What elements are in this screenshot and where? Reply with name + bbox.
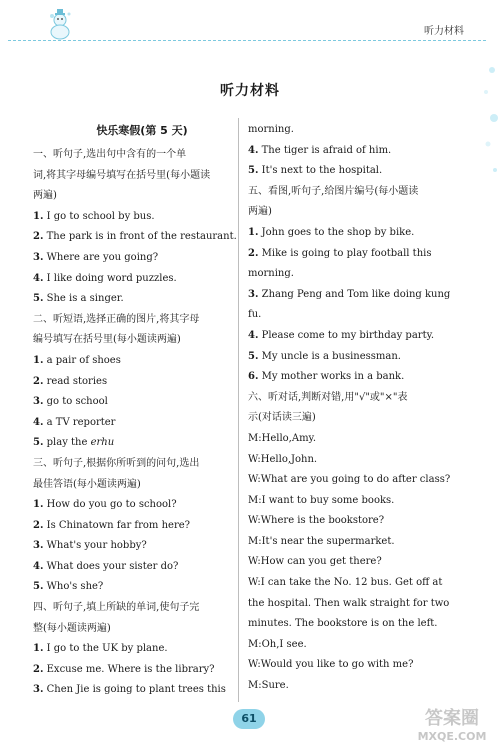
list-item: 5. Who's she?	[33, 581, 104, 593]
dialog-line-continued: minutes. The bookstore is on the left.	[248, 618, 438, 630]
list-item: 3. Zhang Peng and Tom like doing kung	[248, 288, 451, 300]
list-item: 1. How do you go to school?	[33, 499, 177, 511]
page-title: 听力材料	[220, 83, 280, 99]
snowman-icon	[42, 8, 78, 40]
list-item: 2. Is Chinatown far from here?	[33, 519, 191, 531]
list-item: 2. read stories	[33, 375, 108, 387]
list-item: 5. play the erhu	[33, 437, 115, 449]
dialog-line: W:What are you going to do after class?	[248, 474, 451, 486]
section-5-heading: 五、看图,听句子,给图片编号(每小题读 两遍)	[248, 185, 419, 218]
dialog-line: W:How can you get there?	[248, 556, 382, 568]
day-title: 快乐寒假(第 5 天)	[96, 124, 188, 137]
page-number: 61	[233, 709, 265, 729]
dialog-line: M:It's near the supermarket.	[248, 535, 395, 547]
dialog-line: M:Hello,Amy.	[248, 432, 317, 444]
section-4-heading: 四、听句子,填上所缺的单词,使句子完 整(每小题读两遍)	[33, 602, 200, 634]
watermark-url: MXQE.COM	[417, 730, 487, 743]
section-1-heading: 一、听句子,选出句中含有的一个单 词,将其字母编号填写在括号里(每小题读 两遍)	[33, 149, 211, 202]
left-column	[33, 120, 251, 701]
list-item: 3. What's your hobby?	[33, 540, 147, 552]
list-item: 4. What does your sister do?	[33, 560, 179, 572]
section-6-heading: 六、听对话,判断对错,用"√"或"×"表 示(对话读三遍)	[248, 391, 408, 424]
list-item-continued: fu.	[248, 309, 262, 321]
list-item: 2. The park is in front of the restaurant.	[33, 231, 237, 243]
dialog-line: M:Oh,I see.	[248, 638, 307, 650]
continued-text: morning.	[248, 124, 294, 135]
dialog-line: M:Sure.	[248, 680, 289, 692]
list-item: 2. Mike is going to play football this	[248, 247, 432, 259]
header-label: 听力材料	[424, 26, 464, 37]
list-item: 3. Chen Jie is going to plant trees this	[33, 684, 226, 696]
list-item: 2. Excuse me. Where is the library?	[33, 663, 215, 675]
right-column	[248, 120, 460, 697]
watermark-logo	[408, 702, 496, 746]
list-item: 4. Please come to my birthday party.	[248, 329, 435, 341]
dialog-line-continued: the hospital. Then walk straight for two	[248, 597, 450, 609]
list-item: 6. My mother works in a bank.	[248, 371, 405, 383]
dialog-line: M:I want to buy some books.	[248, 494, 395, 506]
dialog-line: W:I can take the No. 12 bus. Get off at	[248, 577, 443, 589]
list-item: 1. John goes to the shop by bike.	[248, 226, 415, 238]
list-item: 4. The tiger is afraid of him.	[248, 144, 392, 156]
decorative-dots	[478, 40, 500, 200]
list-item: 4. I like doing word puzzles.	[33, 272, 177, 284]
section-2-heading: 二、听短语,选择正确的图片,将其字母 编号填写在括号里(每小题读两遍)	[33, 313, 200, 346]
dialog-line: W:Hello,John.	[248, 453, 318, 465]
list-item: 1. a pair of shoes	[33, 354, 121, 366]
list-item: 4. a TV reporter	[33, 416, 116, 428]
list-item: 5. It's next to the hospital.	[248, 165, 383, 177]
list-item-continued: morning.	[248, 268, 294, 280]
list-item: 1. I go to the UK by plane.	[33, 643, 168, 655]
section-3-heading: 三、听句子,根据你所听到的问句,选出 最佳答语(每小题读两遍)	[33, 457, 200, 490]
list-item: 3. go to school	[33, 396, 108, 408]
dialog-line: W:Where is the bookstore?	[248, 515, 385, 527]
list-item: 5. She is a singer.	[33, 293, 124, 305]
list-item: 5. My uncle is a businessman.	[248, 350, 401, 362]
watermark-text: 答案圈	[425, 708, 479, 729]
list-item: 3. Where are you going?	[33, 251, 159, 263]
list-item: 1. I go to school by bus.	[33, 210, 155, 222]
header-divider	[8, 40, 486, 41]
dialog-line: W:Would you like to go with me?	[248, 659, 414, 671]
